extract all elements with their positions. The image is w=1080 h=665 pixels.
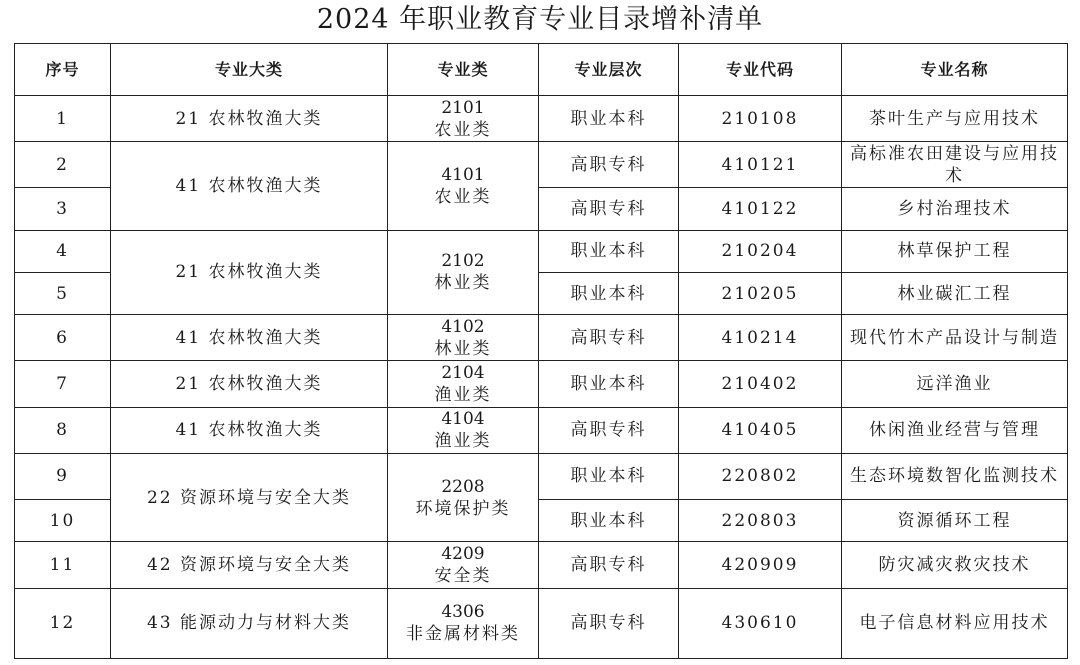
level-cell: 职业本科 — [539, 230, 679, 272]
class-cell — [388, 96, 539, 142]
level-cell: 高职专科 — [539, 188, 679, 230]
class-code: 4209 — [441, 543, 485, 564]
header-code: 专业代码 — [679, 44, 842, 96]
code-cell: 220802 — [679, 453, 842, 499]
code-cell: 430610 — [679, 588, 842, 658]
header-level: 专业层次 — [539, 44, 679, 96]
level-cell: 职业本科 — [539, 453, 679, 499]
category-cell: 41 农林牧渔大类 — [111, 142, 388, 230]
row-number: 7 — [15, 361, 111, 407]
name-cell: 资源循环工程 — [842, 500, 1068, 542]
code-cell: 410214 — [679, 315, 842, 361]
table-row — [15, 230, 1068, 272]
level-cell: 职业本科 — [539, 272, 679, 314]
row-number: 8 — [15, 407, 111, 453]
name-cell: 林草保护工程 — [842, 230, 1068, 272]
class-cell — [388, 315, 539, 361]
row-number: 1 — [15, 96, 111, 142]
header-no: 序号 — [15, 44, 111, 96]
class-name: 渔业类 — [434, 384, 492, 405]
name-cell: 远洋渔业 — [842, 361, 1068, 407]
name-cell: 电子信息材料应用技术 — [842, 588, 1068, 658]
code-cell: 210402 — [679, 361, 842, 407]
class-code: 4306 — [441, 602, 485, 623]
row-number: 5 — [15, 272, 111, 314]
category-cell: 43 能源动力与材料大类 — [111, 588, 388, 658]
name-cell: 乡村治理技术 — [842, 188, 1068, 230]
code-cell: 420909 — [679, 542, 842, 588]
class-name: 农业类 — [434, 119, 492, 140]
row-number: 9 — [15, 453, 111, 499]
row-number: 6 — [15, 315, 111, 361]
category-cell: 21 农林牧渔大类 — [111, 361, 388, 407]
class-name: 林业类 — [434, 273, 492, 294]
code-cell: 410121 — [679, 142, 842, 188]
class-cell — [388, 142, 539, 230]
level-cell: 职业本科 — [539, 96, 679, 142]
class-name: 农业类 — [434, 186, 492, 207]
class-code: 2104 — [441, 362, 485, 383]
class-cell — [388, 453, 539, 541]
row-number: 3 — [15, 188, 111, 230]
row-number: 2 — [15, 142, 111, 188]
level-cell: 高职专科 — [539, 407, 679, 453]
name-cell: 防灾减灾救灾技术 — [842, 542, 1068, 588]
class-cell — [388, 588, 539, 658]
table-row — [15, 142, 1068, 188]
class-cell — [388, 361, 539, 407]
class-name: 安全类 — [434, 565, 492, 586]
header-row — [15, 44, 1068, 96]
class-name: 环境保护类 — [415, 498, 511, 519]
table-row — [15, 96, 1068, 142]
class-code: 2101 — [441, 97, 485, 118]
row-number: 4 — [15, 230, 111, 272]
level-cell: 高职专科 — [539, 542, 679, 588]
category-cell: 42 资源环境与安全大类 — [111, 542, 388, 588]
table-row — [15, 453, 1068, 499]
level-cell: 高职专科 — [539, 588, 679, 658]
code-cell: 210205 — [679, 272, 842, 314]
category-cell: 21 农林牧渔大类 — [111, 230, 388, 314]
code-cell: 410405 — [679, 407, 842, 453]
name-cell: 高标准农田建设与应用技术 — [842, 142, 1068, 188]
class-cell — [388, 407, 539, 453]
class-name: 渔业类 — [434, 431, 492, 452]
level-cell: 职业本科 — [539, 361, 679, 407]
header-class: 专业类 — [388, 44, 539, 96]
class-code: 4101 — [441, 164, 485, 185]
name-cell: 休闲渔业经营与管理 — [842, 407, 1068, 453]
category-cell: 41 农林牧渔大类 — [111, 315, 388, 361]
header-category: 专业大类 — [111, 44, 388, 96]
row-number: 10 — [15, 500, 111, 542]
class-name: 非金属材料类 — [406, 624, 520, 645]
code-cell: 220803 — [679, 500, 842, 542]
class-cell — [388, 542, 539, 588]
class-cell — [388, 230, 539, 314]
document-title: 2024 年职业教育专业目录增补清单 — [316, 4, 764, 35]
category-cell: 21 农林牧渔大类 — [111, 96, 388, 142]
table-row — [15, 542, 1068, 588]
class-code: 4104 — [441, 409, 485, 430]
class-code: 2208 — [441, 476, 485, 497]
header-name: 专业名称 — [842, 44, 1068, 96]
level-cell: 职业本科 — [539, 500, 679, 542]
row-number: 12 — [15, 588, 111, 658]
name-cell: 林业碳汇工程 — [842, 272, 1068, 314]
code-cell: 410122 — [679, 188, 842, 230]
code-cell: 210108 — [679, 96, 842, 142]
class-name: 林业类 — [434, 338, 492, 359]
table-row — [15, 407, 1068, 453]
category-cell: 22 资源环境与安全大类 — [111, 453, 388, 541]
level-cell: 高职专科 — [539, 315, 679, 361]
table-row — [15, 588, 1068, 658]
specialty-table — [14, 43, 1068, 659]
code-cell: 210204 — [679, 230, 842, 272]
table-row — [15, 361, 1068, 407]
category-cell: 41 农林牧渔大类 — [111, 407, 388, 453]
name-cell: 现代竹木产品设计与制造 — [842, 315, 1068, 361]
level-cell: 高职专科 — [539, 142, 679, 188]
row-number: 11 — [15, 542, 111, 588]
table-row — [15, 315, 1068, 361]
name-cell: 生态环境数智化监测技术 — [842, 453, 1068, 499]
class-code: 4102 — [441, 316, 485, 337]
name-cell: 茶叶生产与应用技术 — [842, 96, 1068, 142]
class-code: 2102 — [441, 251, 485, 272]
